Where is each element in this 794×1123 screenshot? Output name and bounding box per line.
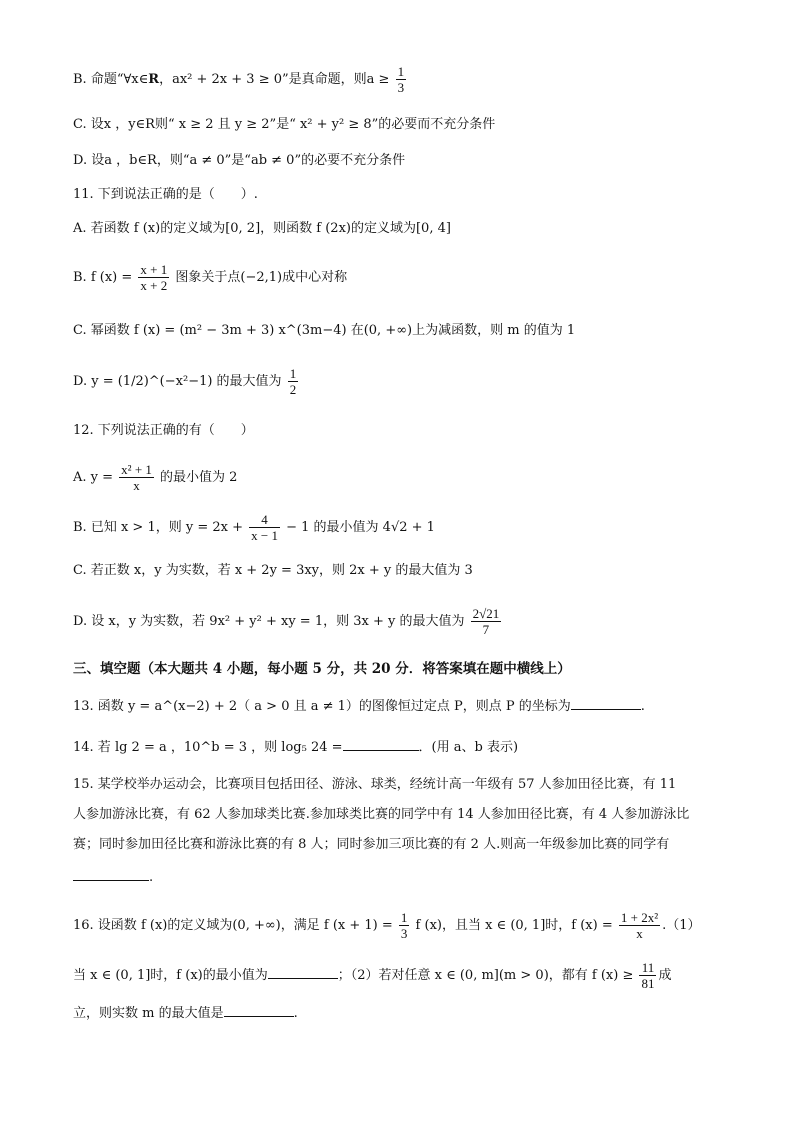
- q13-answer-blank[interactable]: [571, 697, 641, 710]
- q11-option-c: C. 幂函数 f (x) = (m² − 3m + 3) x^(3m−4) 在(0, +∞)上为减函数，则 m 的值为 1: [73, 323, 576, 338]
- q16-frac-c-den: 81: [641, 976, 655, 991]
- q11-option-a: A. 若函数 f (x)的定义域为[0, 2]，则函数 f (2x)的定义域为[0, 4]: [73, 221, 451, 236]
- q16-frac-a-den: 3: [400, 926, 408, 941]
- q16-fraction-b: [619, 910, 660, 941]
- q16-line-2: [73, 960, 672, 991]
- q16-l2-mid: ；（2）若对任意 x ∈ (0, m](m > 0)，都有 f (x) ≥: [337, 968, 634, 983]
- q12a-post: 的最小值为 2: [160, 470, 238, 485]
- q16-line-3: 立，则实数 m 的最大值是 .: [73, 1006, 298, 1021]
- q16-l2-pre: 当 x ∈ (0, 1]时，f (x)的最小值为: [73, 968, 268, 983]
- q10b-R: R: [148, 72, 160, 87]
- q16-fraction-a: [399, 910, 410, 941]
- q12-stem: 12. 下列说法正确的有（ ）: [73, 423, 254, 438]
- q16-l2-post: 成: [658, 968, 672, 983]
- q12-option-b: [73, 512, 435, 543]
- q15-line-4: .: [73, 868, 153, 887]
- q16-mid: f (x)，且当 x ∈ (0, 1]时，f (x) =: [415, 918, 613, 933]
- q16-answer-blank-2[interactable]: [224, 1004, 294, 1017]
- q12d-den: 7: [482, 622, 490, 637]
- q14: [73, 738, 518, 757]
- q11b-num: x + 1: [140, 262, 168, 277]
- q10-option-c: C. 设x ，y∈R则“ x ≥ 2 且 y ≥ 2”是“ x² + y² ≥ 8”的必要而不充分条件: [73, 117, 496, 132]
- q12a-den: x: [133, 478, 140, 493]
- q15-answer-blank[interactable]: [73, 868, 149, 881]
- q16-answer-blank-1[interactable]: [268, 966, 338, 979]
- q12-option-a: [73, 462, 237, 493]
- q12b-post: − 1 的最小值为 4√2 + 1: [286, 520, 435, 535]
- q13-text: 13. 函数 y = a^(x−2) + 2（ a > 0 且 a ≠ 1）的图像恒过定点 P，则点 P 的坐标为: [73, 699, 571, 714]
- q12-option-d: [73, 606, 503, 637]
- q10b-mid: ，ax² + 2x + 3 ≥ 0”是真命题，则a ≥: [159, 72, 390, 87]
- q11-option-b: [73, 262, 347, 293]
- q16-frac-b-den: x: [636, 926, 643, 941]
- q11b-fraction: [138, 262, 169, 293]
- q16-frac-c-num: 11: [639, 960, 656, 976]
- section-3-heading: 三、填空题（本大题共 4 小题，每小题 5 分，共 20 分．将答案填在题中横线上）: [73, 661, 571, 677]
- q11d-den: 2: [289, 382, 297, 397]
- q11-stem: 11. 下到说法正确的是（ ）.: [73, 187, 258, 202]
- q10b-fraction: [396, 64, 407, 95]
- q12-option-c: C. 若正数 x，y 为实数，若 x + 2y = 3xy，则 2x + y 的最大值为 3: [73, 563, 473, 578]
- q11d-pre: D. y = (1/2)^(−x²−1) 的最大值为: [73, 374, 282, 389]
- q16-post: .（1）: [662, 918, 701, 933]
- q10-option-d: D. 设a ，b∈R，则“a ≠ 0”是“ab ≠ 0”的必要不充分条件: [73, 153, 406, 168]
- q12a-pre: A. y =: [73, 470, 114, 485]
- q10b-num: 1: [397, 64, 405, 79]
- q11b-post: 图象关于点(−2,1)成中心对称: [175, 270, 348, 285]
- q12d-num: 2√21: [472, 606, 500, 621]
- q12d-fraction: [471, 606, 502, 637]
- q16-pre: 16. 设函数 f (x)的定义域为(0, +∞)，满足 f (x + 1) =: [73, 918, 393, 933]
- q11b-pre: B. f (x) =: [73, 270, 133, 285]
- q16-fraction-c: [639, 960, 656, 991]
- q14-answer-blank[interactable]: [343, 738, 419, 751]
- q16-line-1: [73, 910, 701, 941]
- q15-line-3: 赛；同时参加田径比赛和游泳比赛的有 8 人；同时参加三项比赛的有 2 人.则高一年级参加比赛的同学有: [73, 837, 670, 852]
- q11d-fraction: [288, 366, 299, 397]
- q12d-pre: D. 设 x，y 为实数，若 9x² + y² + xy = 1，则 3x + y 的最大值为: [73, 614, 465, 629]
- q16-frac-b-num: 1 + 2x²: [620, 910, 659, 925]
- q14-post: ．(用 a、b 表示): [418, 740, 519, 755]
- q12b-pre: B. 已知 x > 1，则 y = 2x +: [73, 520, 243, 535]
- q11-option-d: [73, 366, 300, 397]
- q10b-text: B. 命题“∀x∈: [73, 72, 149, 87]
- q12b-num: 4: [249, 512, 280, 528]
- q15-line-1: 15. 某学校举办运动会，比赛项目包括田径、游泳、球类，经统计高一年级有 57 人参加田径比赛，有 11: [73, 777, 677, 792]
- q12a-num: x² + 1: [121, 462, 152, 477]
- q11b-den: x + 2: [140, 278, 168, 293]
- q12b-fraction: [249, 512, 280, 543]
- q12a-fraction: [119, 462, 154, 493]
- q11d-num: 1: [289, 366, 297, 381]
- q16-frac-a-num: 1: [400, 910, 408, 925]
- q16-l3-text: 立，则实数 m 的最大值是: [73, 1006, 224, 1021]
- q14-pre: 14. 若 lg 2 = a ，10^b = 3 ，则 log₅ 24 =: [73, 740, 343, 755]
- q15-line-2: 人参加游泳比赛，有 62 人参加球类比赛.参加球类比赛的同学中有 14 人参加田径比赛，有 4 人参加游泳比: [73, 807, 690, 822]
- q12b-den: x − 1: [251, 528, 278, 543]
- q10b-den: 3: [397, 80, 405, 95]
- q13: 13. 函数 y = a^(x−2) + 2（ a > 0 且 a ≠ 1）的图像恒过定点 P，则点 P 的坐标为 .: [73, 699, 645, 714]
- q10-option-b: [73, 64, 408, 95]
